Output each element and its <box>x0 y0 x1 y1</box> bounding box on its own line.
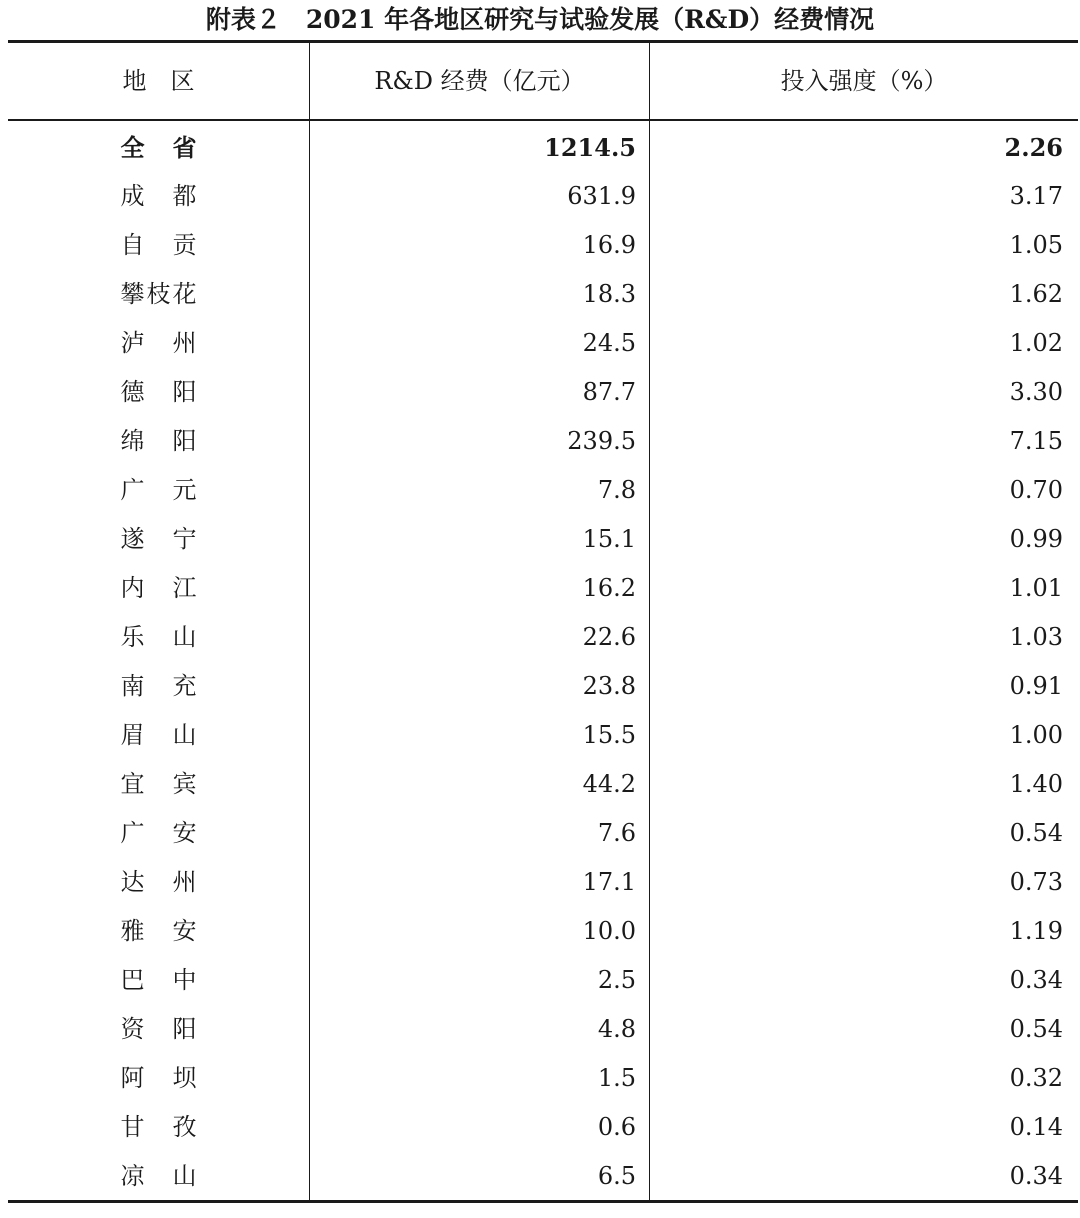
table-row <box>8 907 1078 956</box>
rd-expenditure-cell: 4.8 <box>597 1015 636 1043</box>
header-intensity: 投入强度（%） <box>780 67 948 95</box>
region-name: 遂宁 <box>120 525 197 553</box>
intensity-cell: 1.62 <box>1009 280 1063 308</box>
region-name: 甘孜 <box>120 1113 197 1141</box>
intensity-cell: 0.70 <box>1009 476 1063 504</box>
table-row <box>8 662 1078 711</box>
region-name: 广元 <box>120 476 197 504</box>
region-name: 巴中 <box>120 966 197 994</box>
region-cell <box>8 221 309 270</box>
intensity-cell: 0.73 <box>1009 868 1063 896</box>
table-row <box>8 809 1078 858</box>
table-row <box>8 515 1078 564</box>
region-cell <box>8 172 309 221</box>
region-name: 眉山 <box>120 721 197 749</box>
region-name: 南充 <box>120 672 197 700</box>
region-cell <box>8 466 309 515</box>
header-region: 地 区 <box>122 67 195 95</box>
region-cell <box>8 368 309 417</box>
table-row <box>8 564 1078 613</box>
table-row <box>8 1005 1078 1054</box>
table-body <box>8 121 1078 1201</box>
rd-expenditure-cell: 18.3 <box>582 280 636 308</box>
table-row <box>8 956 1078 1005</box>
table-row <box>8 172 1078 221</box>
intensity-cell: 0.54 <box>1009 819 1063 847</box>
rd-expenditure-cell: 2.5 <box>597 966 636 994</box>
table-row <box>8 711 1078 760</box>
table-row <box>8 417 1078 466</box>
table-row <box>8 466 1078 515</box>
header-rd-expenditure: R&D 经费（亿元） <box>374 67 585 95</box>
rd-expenditure-cell: 10.0 <box>582 917 636 945</box>
table-row <box>8 760 1078 809</box>
region-name: 全省 <box>120 133 197 162</box>
bottom-rule <box>8 1200 1078 1203</box>
region-cell <box>8 1005 309 1054</box>
table-row <box>8 1103 1078 1152</box>
rd-expenditure-cell: 15.1 <box>582 525 636 553</box>
rd-expenditure-cell: 239.5 <box>567 427 636 455</box>
rd-expenditure-cell: 23.8 <box>582 672 636 700</box>
region-cell <box>8 858 309 907</box>
region-cell <box>8 907 309 956</box>
region-cell <box>8 564 309 613</box>
rd-expenditure-cell: 16.9 <box>582 231 636 259</box>
intensity-cell: 1.05 <box>1009 231 1063 259</box>
table-row <box>8 1152 1078 1201</box>
region-name: 达州 <box>120 868 197 896</box>
region-cell <box>8 1152 309 1201</box>
intensity-cell: 0.54 <box>1009 1015 1063 1043</box>
rd-expenditure-cell: 6.5 <box>597 1162 636 1190</box>
region-cell <box>8 1054 309 1103</box>
rd-expenditure-cell: 1.5 <box>597 1064 636 1092</box>
rd-expenditure-cell: 7.8 <box>597 476 636 504</box>
intensity-cell: 1.01 <box>1009 574 1063 602</box>
region-name: 内江 <box>120 574 197 602</box>
table-row <box>8 858 1078 907</box>
region-cell <box>8 662 309 711</box>
intensity-cell: 1.03 <box>1009 623 1063 651</box>
intensity-cell: 3.30 <box>1009 378 1063 406</box>
region-name: 攀枝花 <box>120 280 197 308</box>
intensity-cell: 1.02 <box>1009 329 1063 357</box>
region-cell <box>8 711 309 760</box>
intensity-cell: 0.34 <box>1009 1162 1063 1190</box>
region-name: 雅安 <box>120 917 197 945</box>
intensity-cell: 0.14 <box>1009 1113 1063 1141</box>
region-name: 资阳 <box>120 1015 197 1043</box>
intensity-cell: 1.00 <box>1009 721 1063 749</box>
region-name: 泸州 <box>120 329 197 357</box>
region-cell <box>8 760 309 809</box>
rd-expenditure-cell: 16.2 <box>582 574 636 602</box>
region-name: 德阳 <box>120 378 197 406</box>
region-name: 阿坝 <box>120 1064 197 1092</box>
region-name: 凉山 <box>120 1162 197 1190</box>
table-row <box>8 613 1078 662</box>
rd-expenditure-cell: 22.6 <box>582 623 636 651</box>
rd-expenditure-cell: 1214.5 <box>544 133 636 162</box>
region-cell <box>8 123 309 172</box>
region-name: 自贡 <box>120 231 197 259</box>
rd-expenditure-table <box>8 40 1078 1204</box>
region-cell <box>8 956 309 1005</box>
intensity-cell: 2.26 <box>1004 133 1063 162</box>
table-row <box>8 368 1078 417</box>
rd-expenditure-cell: 17.1 <box>582 868 636 896</box>
rd-expenditure-cell: 7.6 <box>597 819 636 847</box>
rd-expenditure-cell: 631.9 <box>567 182 636 210</box>
region-name: 宜宾 <box>120 770 197 798</box>
table-row <box>8 1054 1078 1103</box>
table-row <box>8 123 1078 172</box>
intensity-cell: 0.34 <box>1009 966 1063 994</box>
region-cell <box>8 417 309 466</box>
intensity-cell: 1.40 <box>1009 770 1063 798</box>
rd-expenditure-cell: 44.2 <box>582 770 636 798</box>
region-cell <box>8 613 309 662</box>
intensity-cell: 1.19 <box>1009 917 1063 945</box>
region-name: 广安 <box>120 819 197 847</box>
region-cell <box>8 809 309 858</box>
table-row <box>8 221 1078 270</box>
rd-expenditure-cell: 87.7 <box>582 378 636 406</box>
region-cell <box>8 515 309 564</box>
region-name: 成都 <box>120 182 197 210</box>
intensity-cell: 0.91 <box>1009 672 1063 700</box>
region-cell <box>8 270 309 319</box>
intensity-cell: 0.99 <box>1009 525 1063 553</box>
table-row <box>8 319 1078 368</box>
region-name: 绵阳 <box>120 427 197 455</box>
rd-expenditure-cell: 24.5 <box>582 329 636 357</box>
table-row <box>8 270 1078 319</box>
region-cell <box>8 319 309 368</box>
rd-expenditure-cell: 0.6 <box>597 1113 636 1141</box>
region-cell <box>8 1103 309 1152</box>
table-title: 附表２ 2021 年各地区研究与试验发展（R&D）经费情况 <box>205 5 875 34</box>
intensity-cell: 7.15 <box>1009 427 1063 455</box>
intensity-cell: 3.17 <box>1009 182 1063 210</box>
region-name: 乐山 <box>120 623 197 651</box>
rd-expenditure-cell: 15.5 <box>582 721 636 749</box>
intensity-cell: 0.32 <box>1009 1064 1063 1092</box>
